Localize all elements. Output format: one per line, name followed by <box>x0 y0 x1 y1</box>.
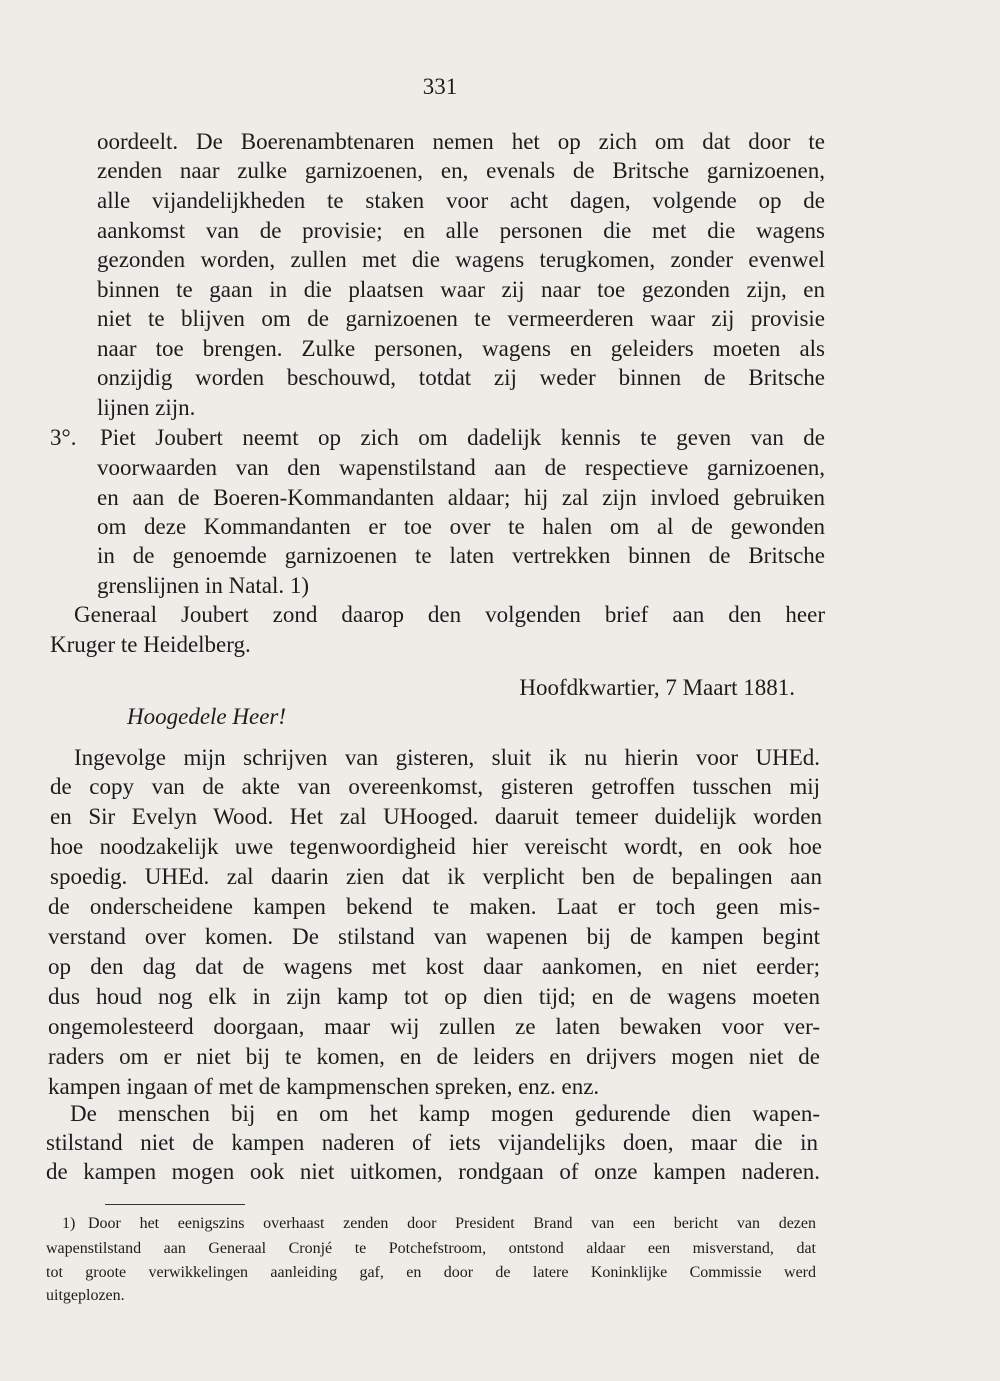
body-line: om deze Kommandanten er toe over te halen om al de gewonden <box>97 514 825 539</box>
footnote-line: uitgeplozen. <box>46 1287 125 1304</box>
body-line: Piet Joubert neemt op zich om dadelijk kennis te geven van de <box>100 425 825 450</box>
page-number: 331 <box>422 74 458 99</box>
letter-line: spoedig. UHEd. zal daarin zien dat ik verplicht ben de bepalingen aan <box>50 864 822 889</box>
footnote-line: tot groote verwikkelingen aanleiding gaf, en door de latere Koninklijke Commissie werd <box>46 1264 816 1281</box>
letter-line: hoe noodzakelijk uwe tegenwoordigheid hier vereischt wordt, en ook hoe <box>50 834 822 859</box>
letter-line: ongemolesteerd doorgaan, maar wij zullen ze laten bewaken voor ver- <box>48 1014 820 1039</box>
body-line: alle vijandelijkheden te staken voor acht dagen, volgende op de <box>97 188 825 213</box>
body-line: en aan de Boeren-Kommandanten aldaar; hij zal zijn invloed gebruiken <box>97 485 825 510</box>
letter-line: stilstand niet de kampen naderen of iets vijandelijks doen, maar die in <box>46 1130 818 1155</box>
letter-dateline: Hoofdkwartier, 7 Maart 1881. <box>519 675 795 700</box>
body-line: lijnen zijn. <box>97 395 196 420</box>
list-marker: 3°. <box>50 425 77 450</box>
letter-line: verstand over komen. De stilstand van wapenen bij de kampen begint <box>48 924 820 949</box>
footnote-rule <box>105 1204 245 1205</box>
letter-line: op den dag dat de wagens met kost daar aankomen, en niet eerder; <box>48 954 820 979</box>
footnote-marker: 1) <box>62 1215 76 1232</box>
body-line: oordeelt. De Boerenambtenaren nemen het op zich om dat door te <box>97 129 825 154</box>
letter-line: de kampen mogen ook niet uitkomen, rondgaan of onze kampen naderen. <box>46 1159 820 1184</box>
body-line: gezonden worden, zullen met die wagens terugkomen, zonder evenwel <box>97 247 825 272</box>
letter-line: dus houd nog elk in zijn kamp tot op dien tijd; en de wagens moeten <box>48 984 820 1009</box>
body-line: niet te blijven om de garnizoenen te vermeerderen waar zij provisie <box>97 306 825 331</box>
body-line: aankomst van de provisie; en alle personen die met die wagens <box>97 218 825 243</box>
body-line: voorwaarden van den wapenstilstand aan de respectieve garnizoenen, <box>97 455 825 480</box>
letter-line: raders om er niet bij te komen, en de leiders en drijvers mogen niet de <box>48 1044 820 1069</box>
letter-line: de onderscheidene kampen bekend te maken. Laat er toch geen mis- <box>48 894 820 919</box>
footnote-line: Door het eenigszins overhaast zenden door President Brand van een bericht van dezen <box>88 1215 816 1232</box>
letter-salutation: Hoogedele Heer! <box>127 704 287 729</box>
body-line: in de genoemde garnizoenen te laten vertrekken binnen de Britsche <box>97 543 825 568</box>
letter-line: de copy van de akte van overeenkomst, gisteren getroffen tusschen mij <box>50 774 820 799</box>
body-line: zenden naar zulke garnizoenen, en, evenals de Britsche garnizoenen, <box>97 158 825 183</box>
body-line: Generaal Joubert zond daarop den volgenden brief aan den heer <box>74 602 825 627</box>
body-line: onzijdig worden beschouwd, totdat zij weder binnen de Britsche <box>97 365 825 390</box>
letter-line: kampen ingaan of met de kampmenschen spreken, enz. enz. <box>48 1074 600 1099</box>
letter-line: De menschen bij en om het kamp mogen gedurende dien wapen- <box>70 1101 820 1126</box>
footnote-line: wapenstilstand aan Generaal Cronjé te Potchefstroom, ontstond aldaar een misverstand, dat <box>46 1240 816 1257</box>
body-line: naar toe brengen. Zulke personen, wagens en geleiders moeten als <box>97 336 825 361</box>
letter-line: en Sir Evelyn Wood. Het zal UHooged. daaruit temeer duidelijk worden <box>50 804 822 829</box>
letter-line: Ingevolge mijn schrijven van gisteren, sluit ik nu hierin voor UHEd. <box>74 745 820 770</box>
body-line: binnen te gaan in die plaatsen waar zij naar toe gezonden zijn, en <box>97 277 825 302</box>
body-line: Kruger te Heidelberg. <box>50 632 251 657</box>
body-line: grenslijnen in Natal. 1) <box>97 573 310 598</box>
